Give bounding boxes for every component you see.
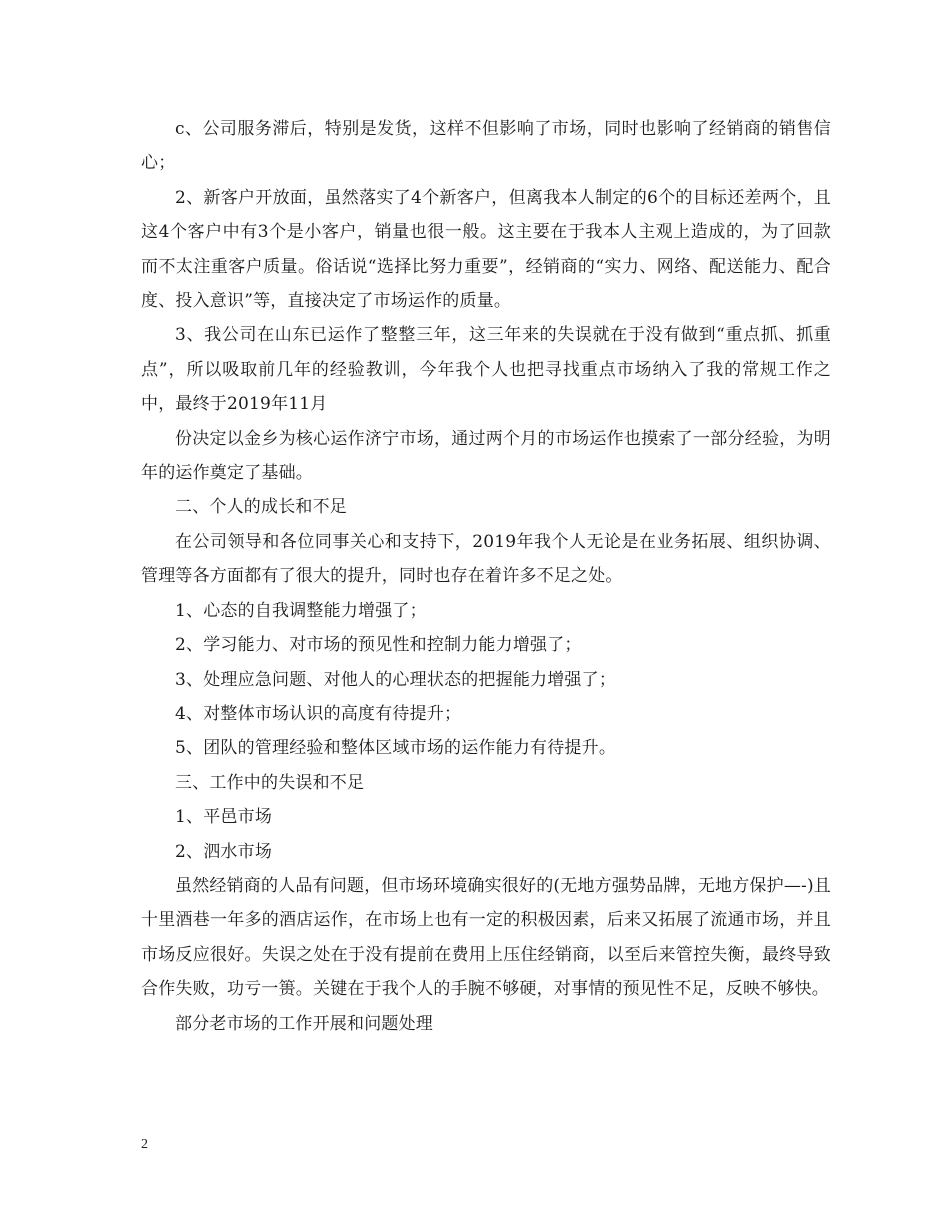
list-item: 1、平邑市场 <box>175 807 273 828</box>
list-item: 2、泗水市场 <box>175 841 273 862</box>
list-item: 2、学习能力、对市场的预见性和控制力能力增强了； <box>175 635 582 656</box>
list-item: 5、团队的管理经验和整体区域市场的运作能力有待提升。 <box>175 738 617 759</box>
paragraph: 在公司领导和各位同事关心和支持下，2019年我个人无论是在业务拓展、组织协调、管理等各方面都有了很大的提升，同时也存在着许多不足之处。 <box>141 531 831 587</box>
list-item: 1、心态的自我调整能力增强了； <box>175 600 427 621</box>
section-heading: 三、工作中的失误和不足 <box>175 772 365 793</box>
list-item: 4、对整体市场认识的高度有待提升； <box>175 703 462 724</box>
page-number: 2 <box>141 1137 148 1152</box>
paragraph: 份决定以金乡为核心运作济宁市场，通过两个月的市场运作也摸索了一部分经验，为明年的运作奠定了基础。 <box>141 428 831 484</box>
paragraph: 虽然经销商的人品有问题，但市场环境确实很好的(无地方强势品牌，无地方保护—-)且十里酒巷一年多的酒店运作，在市场上也有一定的积极因素，后来又拓展了流通市场，并且市场反应很好。失误之处在于没有提前在费用上压住经销商，以至后来管控失衡，最终导致合作失败，功亏一篑。关键在于我个人的手腕不够硬，对事情的预见性不足，反映不够快。 <box>141 875 832 1000</box>
document-body <box>141 112 831 1041</box>
paragraph: 3、我公司在山东已运作了整整三年，这三年来的失误就在于没有做到“重点抓、抓重点”，所以吸取前几年的经验教训，今年我个人也把寻找重点市场纳入了我的常规工作之中，最终于2019年11月 <box>141 325 831 415</box>
section-heading: 二、个人的成长和不足 <box>175 497 347 518</box>
paragraph: 2、新客户开放面，虽然落实了4个新客户，但离我本人制定的6个的目标还差两个，且这4个客户中有3个是小客户，销量也很一般。这主要在于我本人主观上造成的，为了回款而不太注重客户质量。俗话说“选择比努力重要”，经销商的“实力、网络、配送能力、配合度、投入意识”等，直接决定了市场运作的质量。 <box>141 187 831 312</box>
paragraph: c、公司服务滞后，特别是发货，这样不但影响了市场，同时也影响了经销商的销售信心； <box>141 119 831 174</box>
paragraph: 部分老市场的工作开展和问题处理 <box>175 1013 433 1034</box>
list-item: 3、处理应急问题、对他人的心理状态的把握能力增强了； <box>175 669 617 690</box>
